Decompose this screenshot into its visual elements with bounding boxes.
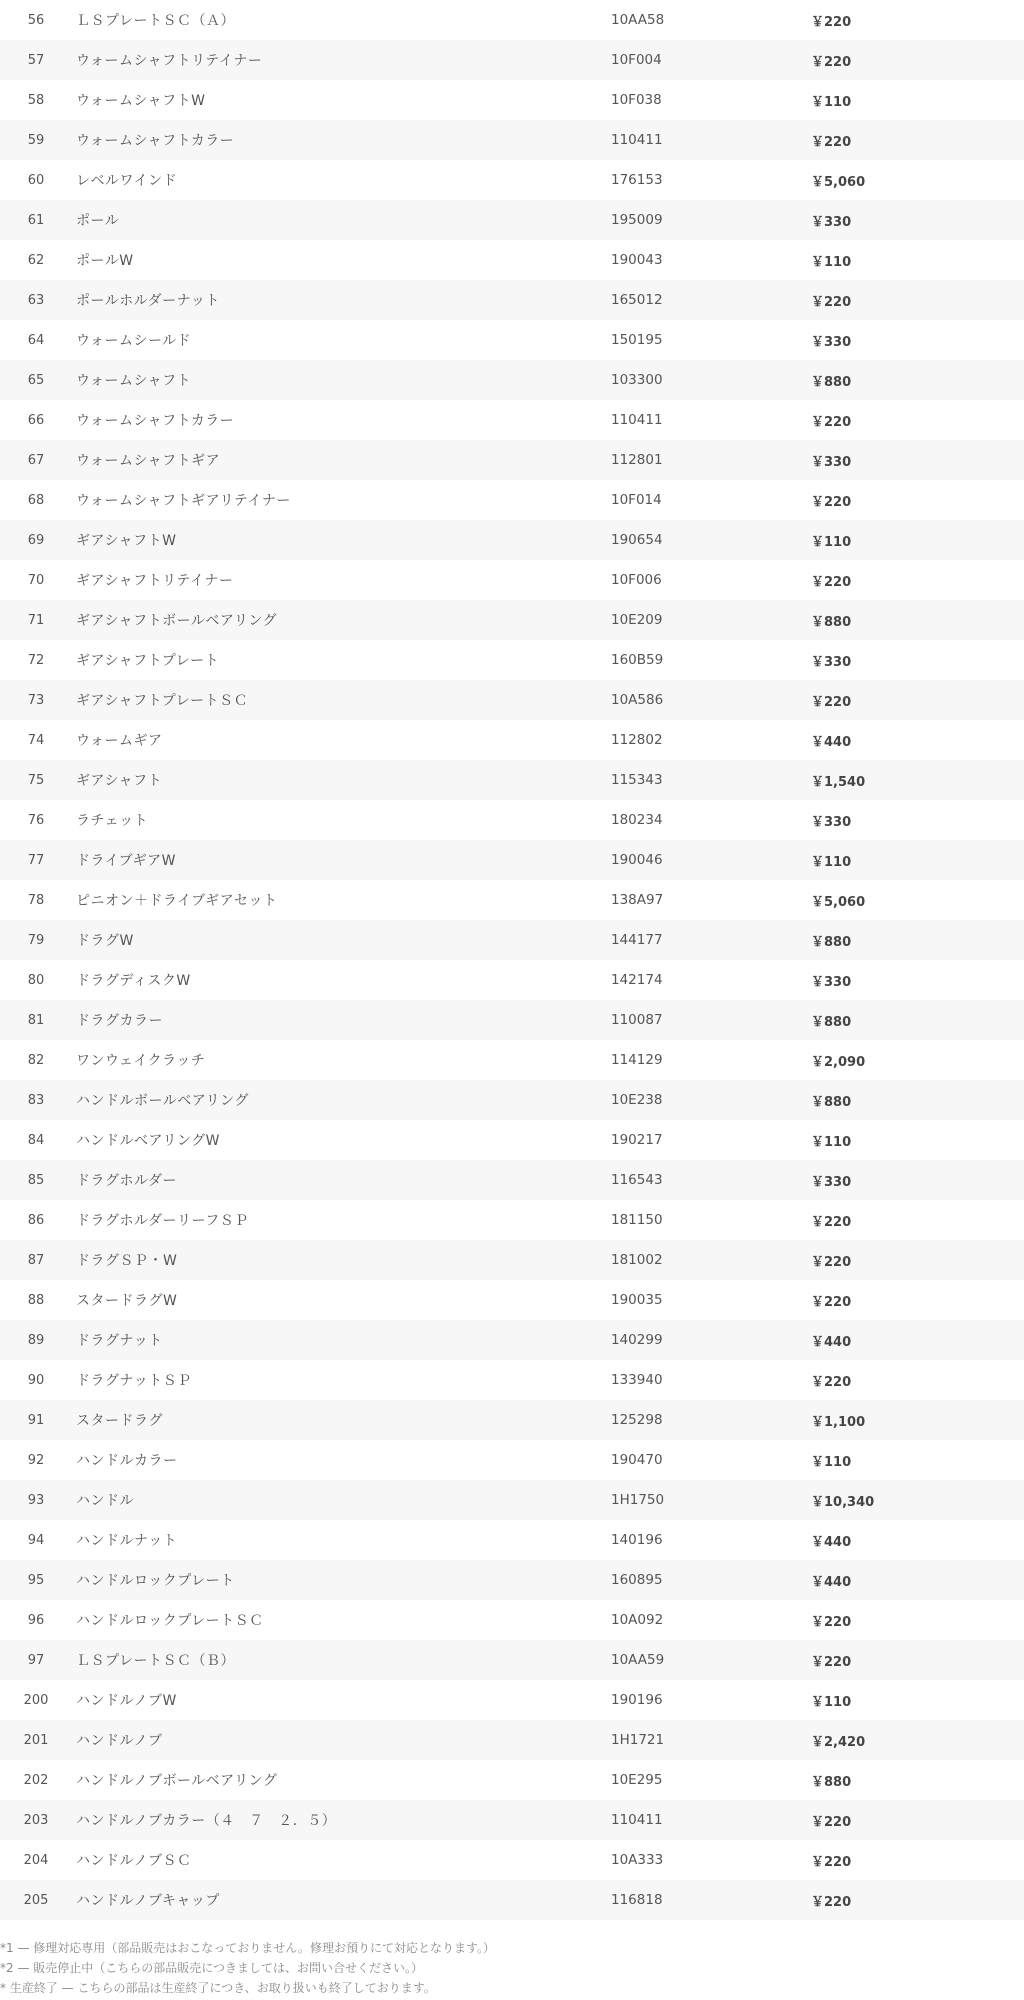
part-price-cell: ￥1,100 [767, 1400, 1024, 1440]
table-row [0, 960, 1024, 1000]
part-number-cell: 65 [0, 360, 72, 400]
part-number-cell: 79 [0, 920, 72, 960]
part-name-cell: ドライブギアW [72, 840, 609, 880]
part-name-cell: ハンドルナット [76, 1533, 178, 1549]
table-row [0, 1520, 1024, 1560]
part-code-cell: 140196 [611, 1532, 663, 1548]
part-code-cell: 180234 [611, 812, 663, 828]
part-code-cell: 125298 [609, 1400, 767, 1440]
table-row [0, 80, 1024, 120]
table-row [0, 920, 1024, 960]
part-code-cell: 114129 [611, 1052, 663, 1068]
part-name-cell: ハンドル [72, 1480, 609, 1520]
part-code-cell: 190470 [611, 1452, 663, 1468]
part-price-cell: ￥220 [767, 40, 1024, 80]
part-price-cell: ￥110 [811, 1454, 852, 1470]
table-row [0, 1240, 1024, 1280]
part-name-cell: ハンドルノブＳＣ [76, 1853, 192, 1869]
part-name-cell: ウォームシャフトW [76, 93, 206, 109]
table-row [0, 160, 1024, 200]
table-row [0, 0, 1024, 40]
part-number-cell: 56 [27, 12, 45, 28]
table-row [0, 1000, 1024, 1040]
part-code-cell: 112802 [611, 732, 663, 748]
part-name-cell: ドラグディスクW [76, 973, 191, 989]
part-code-cell: 10F006 [611, 572, 662, 588]
part-code-cell: 133940 [611, 1372, 663, 1388]
part-name-cell: ハンドルボールベアリング [72, 1080, 609, 1120]
table-row [0, 240, 1024, 280]
table-row [0, 880, 1024, 920]
part-price-cell: ￥880 [767, 600, 1024, 640]
part-number-cell: 62 [27, 252, 45, 268]
table-row [0, 1320, 1024, 1360]
part-code-cell: 10AA59 [609, 1640, 767, 1680]
part-number-cell: 96 [27, 1612, 45, 1628]
table-row [0, 400, 1024, 440]
part-code-cell: 110087 [609, 1000, 767, 1040]
part-number-cell: 76 [27, 812, 45, 828]
table-row [0, 1640, 1024, 1680]
part-name-cell: ポール [72, 200, 609, 240]
part-price-cell: ￥880 [811, 1774, 852, 1790]
part-name-cell: スタードラグ [72, 1400, 609, 1440]
part-number-cell: 95 [0, 1560, 72, 1600]
footnote-sales-suspended: *2 — 販売停止中（こちらの部品販売につきましては、お問い合せください。） [0, 1961, 424, 1975]
part-name-cell: ＬＳプレートＳＣ（Ａ） [76, 13, 235, 29]
part-number-cell: 72 [27, 652, 45, 668]
part-code-cell: 103300 [609, 360, 767, 400]
part-number-cell: 66 [27, 412, 45, 428]
part-name-cell: ギアシャフトリテイナー [76, 573, 234, 589]
part-name-cell: ギアシャフトプレートＳＣ [72, 680, 609, 720]
table-row [0, 520, 1024, 560]
part-price-cell: ￥10,340 [767, 1480, 1024, 1520]
part-code-cell: 10A333 [611, 1852, 664, 1868]
part-price-cell: ￥220 [811, 574, 852, 590]
table-row [0, 1440, 1024, 1480]
part-name-cell: ＬＳプレートＳＣ（Ｂ） [72, 1640, 609, 1680]
part-number-cell: 60 [27, 172, 45, 188]
table-row [0, 360, 1024, 400]
part-price-cell: ￥330 [767, 1160, 1024, 1200]
part-number-cell: 70 [27, 572, 45, 588]
part-price-cell: ￥110 [811, 94, 852, 110]
part-price-cell: ￥330 [811, 814, 852, 830]
table-row [0, 1680, 1024, 1720]
part-name-cell: ワンウェイクラッチ [76, 1053, 206, 1069]
part-code-cell: 144177 [609, 920, 767, 960]
part-number-cell: 202 [23, 1772, 49, 1788]
part-price-cell: ￥220 [767, 680, 1024, 720]
footnote-discontinued: * 生産終了 — こちらの部品は生産終了につき、お取り扱いも終了しております。 [0, 1981, 436, 1995]
part-price-cell: ￥220 [811, 1214, 852, 1230]
part-number-cell: 201 [0, 1720, 72, 1760]
table-row [0, 1360, 1024, 1400]
part-price-cell: ￥220 [767, 1800, 1024, 1840]
part-code-cell: 115343 [609, 760, 767, 800]
part-number-cell: 63 [0, 280, 72, 320]
part-name-cell: ウォームシャフト [72, 360, 609, 400]
table-row [0, 1080, 1024, 1120]
part-number-cell: 69 [0, 520, 72, 560]
part-number-cell: 80 [27, 972, 45, 988]
part-name-cell: ドラグナットＳＰ [76, 1373, 192, 1389]
table-row [0, 720, 1024, 760]
part-code-cell: 190043 [611, 252, 663, 268]
part-price-cell: ￥110 [811, 1694, 852, 1710]
part-code-cell: 10A092 [611, 1612, 664, 1628]
part-price-cell: ￥220 [767, 280, 1024, 320]
part-price-cell: ￥220 [767, 120, 1024, 160]
part-number-cell: 74 [27, 732, 45, 748]
part-number-cell: 93 [0, 1480, 72, 1520]
table-row [0, 840, 1024, 880]
table-row [0, 1120, 1024, 1160]
part-price-cell: ￥440 [767, 1320, 1024, 1360]
part-number-cell: 204 [23, 1852, 49, 1868]
part-name-cell: ギアシャフトW [72, 520, 609, 560]
part-code-cell: 176153 [611, 172, 663, 188]
part-price-cell: ￥220 [811, 14, 852, 30]
part-name-cell: ドラグＳＰ・W [72, 1240, 609, 1280]
part-price-cell: ￥110 [811, 254, 852, 270]
part-number-cell: 90 [27, 1372, 45, 1388]
part-code-cell: 140299 [609, 1320, 767, 1360]
part-number-cell: 85 [0, 1160, 72, 1200]
table-row [0, 1040, 1024, 1080]
part-code-cell: 110411 [609, 1800, 767, 1840]
part-name-cell: ギアシャフトプレート [76, 653, 220, 669]
part-number-cell: 71 [0, 600, 72, 640]
table-row [0, 1160, 1024, 1200]
part-number-cell: 64 [27, 332, 45, 348]
part-number-cell: 77 [0, 840, 72, 880]
part-name-cell: ウォームシールド [76, 333, 192, 349]
part-price-cell: ￥220 [811, 1854, 852, 1870]
part-number-cell: 92 [27, 1452, 45, 1468]
table-row [0, 280, 1024, 320]
part-code-cell: 10E295 [611, 1772, 663, 1788]
part-name-cell: スタードラグW [76, 1293, 178, 1309]
part-price-cell: ￥110 [767, 840, 1024, 880]
part-number-cell: 73 [0, 680, 72, 720]
table-row [0, 1280, 1024, 1320]
part-price-cell: ￥5,060 [811, 174, 866, 190]
part-name-cell: ドラグホルダーリーフＳＰ [76, 1213, 249, 1229]
table-row [0, 1760, 1024, 1800]
table-row [0, 1560, 1024, 1600]
part-number-cell: 94 [27, 1532, 45, 1548]
part-name-cell: ポールW [76, 253, 134, 269]
part-number-cell: 205 [0, 1880, 72, 1920]
part-number-cell: 58 [27, 92, 45, 108]
table-row [0, 440, 1024, 480]
part-code-cell: 138A97 [611, 892, 664, 908]
table-row [0, 1200, 1024, 1240]
part-price-cell: ￥330 [811, 654, 852, 670]
part-price-cell: ￥880 [767, 1080, 1024, 1120]
part-number-cell: 82 [27, 1052, 45, 1068]
part-price-cell: ￥330 [811, 974, 852, 990]
part-code-cell: 10E238 [609, 1080, 767, 1120]
part-code-cell: 160895 [609, 1560, 767, 1600]
part-name-cell: ラチェット [76, 813, 149, 829]
part-name-cell: ドラグカラー [72, 1000, 609, 1040]
part-name-cell: ウォームシャフトカラー [72, 120, 609, 160]
part-name-cell: ウォームシャフトリテイナー [72, 40, 609, 80]
part-name-cell: ウォームシャフトギア [72, 440, 609, 480]
part-code-cell: 10F004 [609, 40, 767, 80]
part-price-cell: ￥2,420 [767, 1720, 1024, 1760]
part-code-cell: 181150 [611, 1212, 663, 1228]
part-name-cell: ハンドルノブキャップ [72, 1880, 609, 1920]
part-code-cell: 116543 [609, 1160, 767, 1200]
table-row [0, 480, 1024, 520]
table-row [0, 1840, 1024, 1880]
part-code-cell: 142174 [611, 972, 663, 988]
part-price-cell: ￥330 [767, 200, 1024, 240]
table-row [0, 1400, 1024, 1440]
part-price-cell: ￥880 [767, 1000, 1024, 1040]
part-name-cell: ウォームギア [76, 733, 163, 749]
table-row [0, 320, 1024, 360]
part-code-cell: 112801 [609, 440, 767, 480]
part-name-cell: ハンドルノブボールベアリング [76, 1773, 278, 1789]
table-row [0, 200, 1024, 240]
part-price-cell: ￥440 [767, 1560, 1024, 1600]
table-row [0, 1720, 1024, 1760]
part-code-cell: 10F014 [611, 492, 662, 508]
part-number-cell: 67 [0, 440, 72, 480]
part-code-cell: 116818 [609, 1880, 767, 1920]
part-number-cell: 87 [0, 1240, 72, 1280]
part-number-cell: 91 [0, 1400, 72, 1440]
part-code-cell: 110411 [611, 412, 663, 428]
part-code-cell: 10AA58 [611, 12, 665, 28]
part-name-cell: ピニオン＋ドライブギアセット [76, 893, 278, 909]
part-price-cell: ￥110 [767, 520, 1024, 560]
part-number-cell: 75 [0, 760, 72, 800]
part-number-cell: 86 [27, 1212, 45, 1228]
part-code-cell: 165012 [609, 280, 767, 320]
footnote-repair-only: *1 — 修理対応専用（部品販売はおこなっておりません。修理お預りにて対応となります。） [0, 1941, 496, 1955]
table-row [0, 600, 1024, 640]
part-name-cell: レベルワインド [76, 173, 178, 189]
table-row [0, 1480, 1024, 1520]
part-number-cell: 81 [0, 1000, 72, 1040]
part-price-cell: ￥880 [767, 920, 1024, 960]
part-code-cell: 1H1750 [609, 1480, 767, 1520]
part-price-cell: ￥440 [811, 734, 852, 750]
part-number-cell: 88 [27, 1292, 45, 1308]
part-name-cell: ウォームシャフトギアリテイナー [76, 493, 291, 509]
part-number-cell: 78 [27, 892, 45, 908]
part-price-cell: ￥1,540 [767, 760, 1024, 800]
table-row [0, 1600, 1024, 1640]
part-name-cell: ハンドルロックプレートＳＣ [76, 1613, 264, 1629]
part-price-cell: ￥2,090 [811, 1054, 866, 1070]
part-number-cell: 97 [0, 1640, 72, 1680]
part-code-cell: 190654 [609, 520, 767, 560]
part-number-cell: 200 [23, 1692, 49, 1708]
table-row [0, 560, 1024, 600]
part-code-cell: 190046 [609, 840, 767, 880]
table-row [0, 760, 1024, 800]
part-number-cell: 59 [0, 120, 72, 160]
part-number-cell: 57 [0, 40, 72, 80]
part-name-cell: ギアシャフト [72, 760, 609, 800]
part-price-cell: ￥220 [811, 494, 852, 510]
part-number-cell: 84 [27, 1132, 45, 1148]
part-name-cell: ハンドルノブW [76, 1693, 177, 1709]
table-row [0, 1880, 1024, 1920]
part-name-cell: ポールホルダーナット [72, 280, 609, 320]
part-number-cell: 89 [0, 1320, 72, 1360]
table-row [0, 1800, 1024, 1840]
part-name-cell: ハンドルベアリングW [76, 1133, 221, 1149]
footnotes [0, 1938, 1024, 1998]
table-row [0, 40, 1024, 80]
part-name-cell: ギアシャフトボールベアリング [72, 600, 609, 640]
part-price-cell: ￥5,060 [811, 894, 866, 910]
part-code-cell: 181002 [609, 1240, 767, 1280]
part-code-cell: 110411 [609, 120, 767, 160]
part-name-cell: ドラグW [72, 920, 609, 960]
part-number-cell: 68 [27, 492, 45, 508]
part-name-cell: ハンドルロックプレート [72, 1560, 609, 1600]
part-number-cell: 61 [0, 200, 72, 240]
part-name-cell: ハンドルノブ [72, 1720, 609, 1760]
part-price-cell: ￥330 [811, 334, 852, 350]
part-number-cell: 203 [0, 1800, 72, 1840]
part-price-cell: ￥220 [811, 1614, 852, 1630]
part-price-cell: ￥330 [767, 440, 1024, 480]
part-code-cell: 10F038 [611, 92, 662, 108]
part-price-cell: ￥220 [767, 1240, 1024, 1280]
part-price-cell: ￥220 [811, 414, 852, 430]
part-number-cell: 83 [0, 1080, 72, 1120]
table-row [0, 800, 1024, 840]
part-code-cell: 190035 [611, 1292, 663, 1308]
part-code-cell: 190196 [611, 1692, 663, 1708]
part-code-cell: 195009 [609, 200, 767, 240]
table-row [0, 640, 1024, 680]
part-code-cell: 150195 [611, 332, 663, 348]
part-code-cell: 160B59 [611, 652, 664, 668]
table-row [0, 680, 1024, 720]
part-price-cell: ￥220 [767, 1880, 1024, 1920]
table-row [0, 120, 1024, 160]
part-name-cell: ドラグナット [72, 1320, 609, 1360]
part-price-cell: ￥220 [767, 1640, 1024, 1680]
part-price-cell: ￥440 [811, 1534, 852, 1550]
part-price-cell: ￥220 [811, 1294, 852, 1310]
part-name-cell: ドラグホルダー [72, 1160, 609, 1200]
part-code-cell: 10E209 [609, 600, 767, 640]
part-price-cell: ￥110 [811, 1134, 852, 1150]
part-name-cell: ハンドルノブカラー（４ ７ ２．５） [72, 1800, 609, 1840]
part-code-cell: 190217 [611, 1132, 663, 1148]
part-code-cell: 1H1721 [609, 1720, 767, 1760]
part-name-cell: ハンドルカラー [76, 1453, 178, 1469]
part-code-cell: 10A586 [609, 680, 767, 720]
part-name-cell: ウォームシャフトカラー [76, 413, 235, 429]
part-price-cell: ￥220 [811, 1374, 852, 1390]
part-price-cell: ￥880 [767, 360, 1024, 400]
